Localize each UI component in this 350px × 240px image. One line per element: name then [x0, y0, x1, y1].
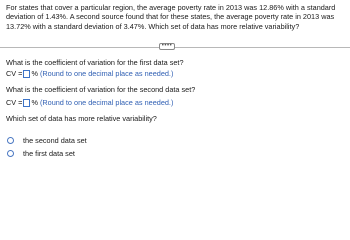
section-divider: [0, 47, 350, 48]
question-3-prompt: Which set of data has more relative variability?: [6, 114, 157, 123]
option-label: the second data set: [23, 136, 87, 145]
percent-sign: %: [31, 98, 38, 107]
cv-second-input[interactable]: [23, 99, 30, 107]
rounding-hint: (Round to one decimal place as needed.): [39, 69, 174, 78]
more-dots-icon: ••••: [161, 43, 173, 49]
option-second-data-set[interactable]: [7, 136, 87, 145]
question-2-prompt: What is the coefficient of variation for the second data set?: [6, 85, 196, 94]
question-2-answer-row: [6, 98, 173, 107]
option-label: the first data set: [23, 149, 75, 158]
radio-button[interactable]: [7, 150, 14, 157]
option-first-data-set[interactable]: [7, 149, 75, 158]
rounding-hint: (Round to one decimal place as needed.): [39, 98, 174, 107]
problem-statement: For states that cover a particular region, the average poverty rate in 2013 was 12.86% with a standard deviation of 1.43%. A second source found that for these states, the average poverty rate in 2013 was 13.72% with a standard deviation of 3.47%. Which set of data has more relative variability?: [6, 3, 336, 31]
question-1-prompt: What is the coefficient of variation for the first data set?: [6, 58, 184, 67]
expand-button[interactable]: [159, 43, 175, 50]
cv-first-input[interactable]: [23, 70, 30, 78]
radio-button[interactable]: [7, 137, 14, 144]
cv-label: CV =: [6, 98, 23, 107]
question-1-answer-row: [6, 69, 173, 78]
percent-sign: %: [31, 69, 38, 78]
cv-label: CV =: [6, 69, 23, 78]
